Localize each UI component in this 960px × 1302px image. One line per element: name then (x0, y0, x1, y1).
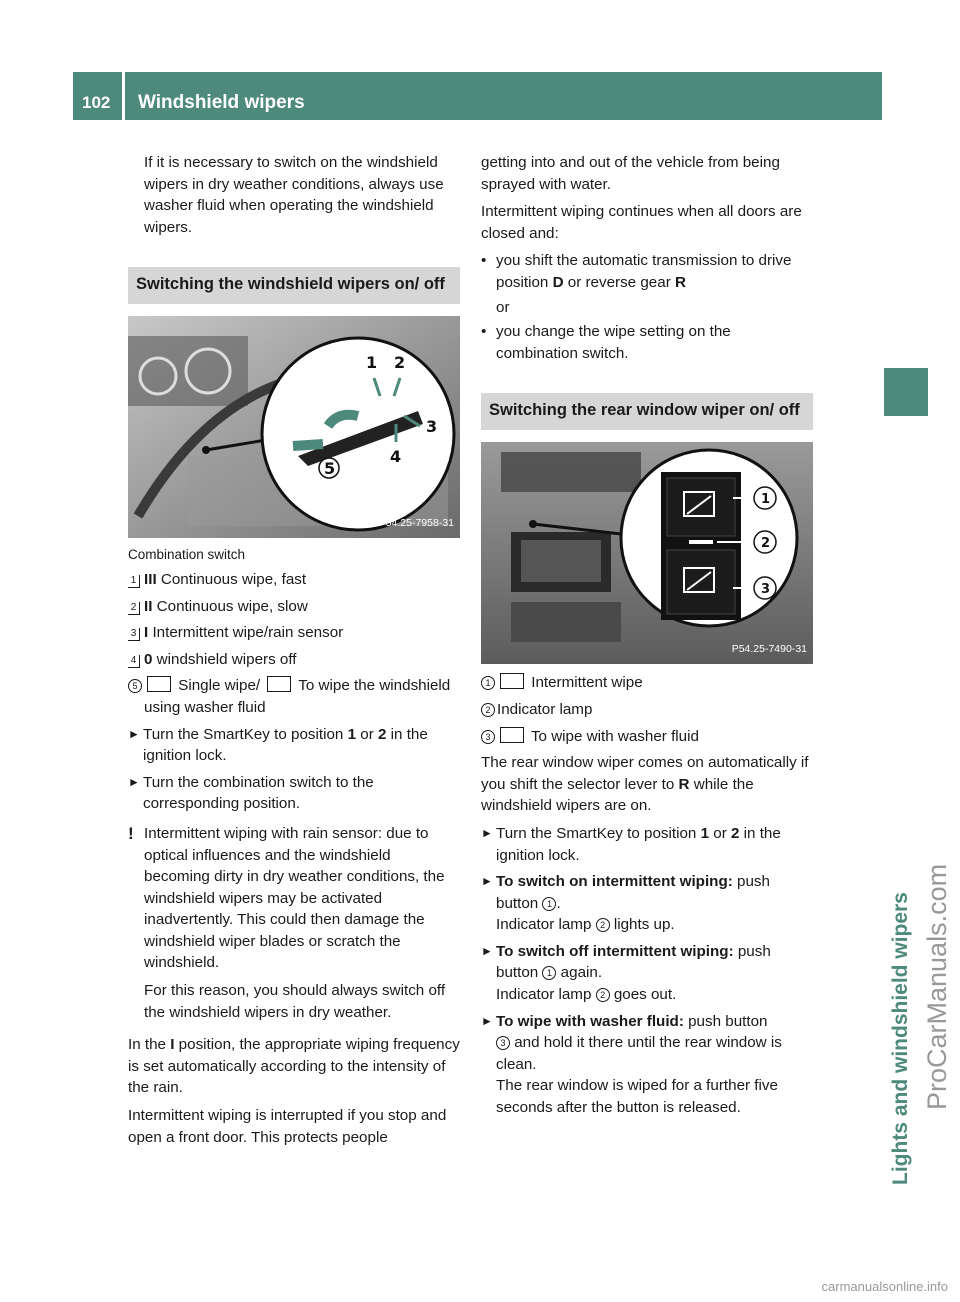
warning-icon: ! (128, 823, 134, 843)
arrow-icon: ► (128, 774, 140, 789)
arrow-icon: ► (128, 726, 140, 741)
callout-1: 1 (761, 492, 771, 508)
instruction-step: ► To wipe with washer fluid: push button 3 and hold it there until the rear window is clean. The rear window is wiped for a further five seconds after the button is released. (481, 1011, 813, 1119)
callout-1: 1 (366, 353, 378, 373)
warning-text: Intermittent wiping with rain sensor: due to optical influences and the windshield becoming dirty in dry weather conditions, the windshield wipers may be activated inadvertently. This could then damage the windshield wiper blades or scratch the windshield. (144, 824, 445, 972)
callout-3: 3 (761, 582, 771, 598)
paragraph-rain-sensor: In the I position, the appropriate wiping frequency is set automatically according to the intensity of the rain. (128, 1036, 460, 1097)
watermark-footer: carmanualsonline.info (821, 1279, 948, 1295)
arrow-icon: ► (481, 825, 493, 840)
side-tab-marker (884, 368, 928, 416)
section-heading-rear: Switching the rear window wiper on/ off (481, 393, 813, 430)
callout-2: 2 (761, 536, 771, 552)
list-item: 2 Indicator lamp (481, 699, 813, 721)
marker: 4 (128, 655, 140, 668)
callout-2: 2 (394, 353, 406, 373)
side-tab-label: Lights and windshield wipers (889, 892, 912, 1185)
arrow-icon: ► (481, 1013, 493, 1028)
list-item: 2 II Continuous wipe, slow (128, 596, 460, 618)
warning-note (128, 823, 460, 1029)
bullet-item: • you change the wipe setting on the combination switch. (481, 323, 731, 362)
marker: 3 (128, 628, 140, 641)
list-item: 5 Single wipe/ To wipe the windshield using washer fluid (128, 675, 460, 718)
instruction-step: ► Turn the SmartKey to position 1 or 2 in the ignition lock. (128, 724, 460, 767)
figure-caption: Combination switch (128, 547, 246, 563)
washer-fluid-icon (267, 676, 291, 692)
marker: 1 (128, 575, 140, 588)
section-heading-windshield: Switching the windshield wipers on/ off (128, 267, 460, 304)
bullet-item: • you shift the automatic transmission to drive position D or reverse gear R (481, 252, 792, 291)
marker: 2 (481, 703, 495, 717)
instruction-step: ► To switch on intermittent wiping: push button 1 . Indicator lamp 2 lights up. (481, 871, 813, 936)
page-title: Windshield wipers (138, 92, 305, 114)
or-text: or (496, 298, 510, 316)
paragraph-auto: The rear window wiper comes on automatically if you shift the selector lever to R while the windshield wipers are on. (481, 754, 809, 815)
list-item: 3 I Intermittent wipe/rain sensor (128, 622, 460, 644)
instruction-step: ► Turn the combination switch to the corresponding position. (128, 772, 460, 815)
marker: 2 (128, 602, 140, 615)
callout-5: 5 (324, 459, 336, 479)
paragraph-interrupted: Intermittent wiping is interrupted if you stop and open a front door. This protects people (128, 1107, 447, 1146)
combination-switch-illustration (128, 316, 460, 538)
list-item: 1 Intermittent wipe (481, 672, 813, 694)
washer-fluid-icon (500, 727, 524, 743)
paragraph-continued: getting into and out of the vehicle from being sprayed with water. (481, 154, 780, 193)
page-number: 102 (73, 72, 125, 120)
figure-code: P54.25-7958-31 (378, 516, 454, 529)
arrow-icon: ► (481, 943, 493, 958)
warning-text-2: For this reason, you should always switch off the windshield wipers in dry weather. (144, 982, 446, 1021)
list-item: 1 III Continuous wipe, fast (128, 569, 460, 591)
rear-wiper-figure (481, 442, 813, 664)
arrow-icon: ► (481, 874, 493, 889)
figure-code: P54.25-7490-31 (731, 642, 807, 655)
callout-3: 3 (426, 417, 438, 437)
marker: 5 (128, 679, 142, 693)
single-wipe-icon (147, 676, 171, 692)
instruction-step: ► To switch off intermittent wiping: push button 1 again. Indicator lamp 2 goes out. (481, 941, 813, 1006)
watermark: ProCarManuals.com (922, 863, 952, 1110)
marker: 1 (481, 676, 495, 690)
combination-switch-figure (128, 316, 460, 538)
right-column (481, 152, 813, 1124)
list-item: 4 0 windshield wipers off (128, 649, 460, 671)
intro-paragraph: If it is necessary to switch on the windshield wipers in dry weather conditions, always use washer fluid when operating the windshield wipers. (144, 154, 444, 236)
left-column (128, 152, 460, 1154)
intermittent-wipe-icon (500, 673, 524, 689)
marker: 3 (481, 730, 495, 744)
callout-4: 4 (390, 447, 402, 467)
list-item: 3 To wipe with washer fluid (481, 726, 813, 748)
instruction-step: ► Turn the SmartKey to position 1 or 2 in the ignition lock. (481, 823, 813, 866)
rear-wiper-illustration (481, 442, 813, 664)
paragraph-conditions: Intermittent wiping continues when all doors are closed and: (481, 203, 802, 242)
